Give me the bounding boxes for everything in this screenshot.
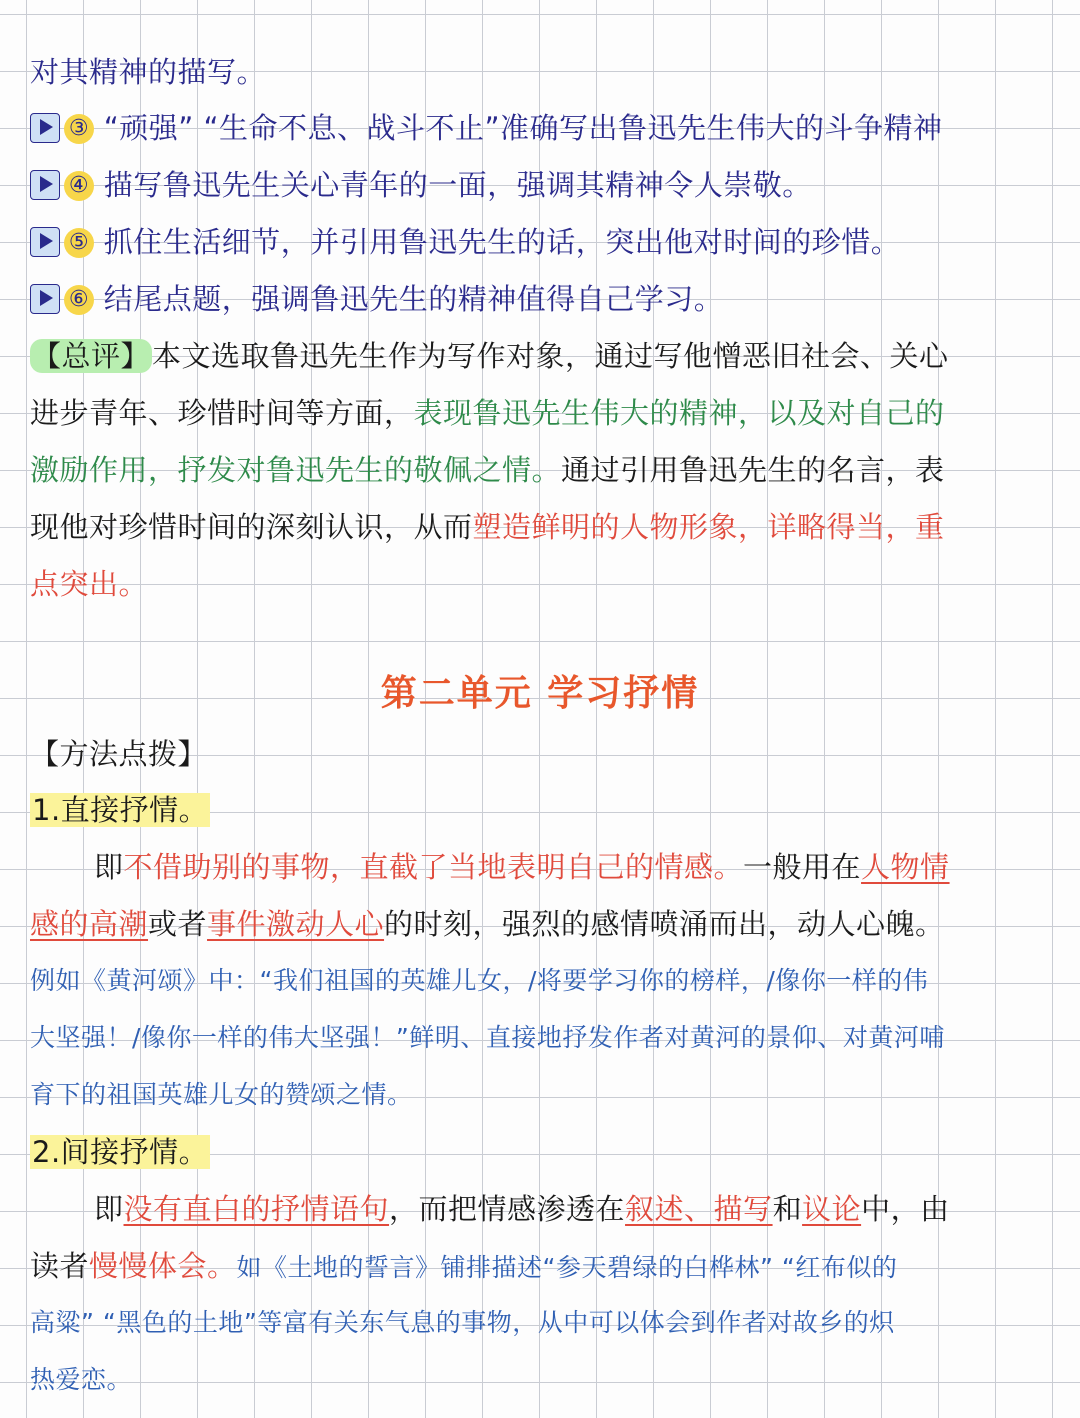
text: 进步青年、珍惜时间等方面， bbox=[30, 396, 414, 430]
text: 结尾点题，强调鲁迅先生的精神值得自己学习。 bbox=[103, 282, 724, 316]
highlight-text: 不借助别的事物，直截了当地表明自己的情感。 bbox=[123, 850, 744, 884]
list-item bbox=[30, 165, 1050, 205]
play-icon bbox=[30, 227, 60, 257]
text: 即 bbox=[94, 1192, 124, 1226]
text: 中，由 bbox=[861, 1192, 950, 1226]
list-item bbox=[30, 108, 1050, 148]
highlight-text: 塑造鲜明的人物形象，详略得当，重 bbox=[472, 510, 945, 544]
text: 一般用在 bbox=[743, 850, 862, 884]
text: 即 bbox=[94, 850, 124, 884]
number-badge: ⑤ bbox=[64, 228, 94, 258]
number-badge: ③ bbox=[64, 114, 94, 144]
review-line bbox=[30, 393, 1050, 433]
example-text: 例如《黄河颂》中：“我们祖国的英雄儿女，/将要学习你的榜样，/像你一样的伟 bbox=[30, 966, 929, 995]
number-badge: ④ bbox=[64, 171, 94, 201]
underlined-text: 没有直白的抒情语句 bbox=[123, 1192, 390, 1226]
text-line bbox=[30, 52, 1050, 92]
underlined-text: 人物情 bbox=[861, 850, 950, 884]
example-text: 如《土地的誓言》铺排描述“参天碧绿的白桦林” “红布似的 bbox=[236, 1253, 898, 1282]
section-title bbox=[30, 1132, 1050, 1172]
paragraph-line bbox=[30, 1189, 1080, 1229]
text: 对其精神的描写。 bbox=[30, 55, 267, 89]
play-icon bbox=[30, 113, 60, 143]
text: 描写鲁迅先生关心青年的一面，强调其精神令人崇敬。 bbox=[103, 168, 812, 202]
highlight-text: 激励作用，抒发对鲁迅先生的敬佩之情。 bbox=[30, 453, 562, 487]
example-text: 热爱恋。 bbox=[30, 1365, 133, 1394]
example-text: 高粱” “黑色的土地”等富有关东气息的事物，从中可以体会到作者对故乡的炽 bbox=[30, 1308, 895, 1337]
paragraph-line bbox=[30, 847, 1080, 887]
unit-heading: 第二单元 学习抒情 bbox=[380, 673, 700, 714]
review-line bbox=[30, 336, 1050, 376]
underlined-text: 事件激动人心 bbox=[207, 907, 385, 941]
review-line bbox=[30, 507, 1050, 547]
example-line bbox=[30, 1303, 1050, 1343]
example-text: 大坚强！/像你一样的伟大坚强！”鲜明、直接地抒发作者对黄河的景仰、对黄河哺 bbox=[30, 1023, 945, 1052]
example-line bbox=[30, 1075, 1050, 1115]
play-icon bbox=[30, 284, 60, 314]
direct-title: 1.直接抒情。 bbox=[32, 793, 209, 827]
method-tag-line bbox=[30, 734, 1050, 774]
text: 现他对珍惜时间的深刻认识，从而 bbox=[30, 510, 473, 544]
example-text: 育下的祖国英雄儿女的赞颂之情。 bbox=[30, 1080, 413, 1109]
underlined-text: 感的高潮 bbox=[30, 907, 149, 941]
text: 抓住生活细节，并引用鲁迅先生的话，突出他对时间的珍惜。 bbox=[103, 225, 901, 259]
review-line bbox=[30, 450, 1050, 490]
text: 读者 bbox=[30, 1249, 90, 1283]
play-icon bbox=[30, 170, 60, 200]
text: 的时刻，强烈的感情喷涌而出，动人心魄。 bbox=[384, 907, 945, 941]
text: 通过引用鲁迅先生的名言，表 bbox=[561, 453, 945, 487]
text: 或者 bbox=[148, 907, 208, 941]
paragraph-line bbox=[30, 1246, 1050, 1288]
example-line bbox=[30, 1018, 1050, 1058]
paragraph-line bbox=[30, 904, 1050, 944]
list-item bbox=[30, 222, 1050, 262]
underlined-text: 叙述、描写 bbox=[625, 1192, 773, 1226]
text: 本文选取鲁迅先生作为写作对象，通过写他憎恶旧社会、关心 bbox=[152, 339, 949, 373]
underlined-text: 议论 bbox=[802, 1192, 862, 1226]
list-item bbox=[30, 279, 1050, 319]
indirect-title: 2.间接抒情。 bbox=[32, 1135, 209, 1169]
text: 和 bbox=[772, 1192, 803, 1226]
text: “顽强” “生命不息、战斗不止”准确写出鲁迅先生伟大的斗争精神 bbox=[103, 111, 943, 145]
review-tag: 【总评】 bbox=[32, 339, 151, 373]
highlight-text: 点突出。 bbox=[30, 567, 149, 601]
highlight-text: 表现鲁迅先生伟大的精神，以及对自己的 bbox=[413, 396, 945, 430]
review-line bbox=[30, 564, 1050, 604]
highlight-text: 慢慢体会。 bbox=[89, 1249, 237, 1283]
example-line bbox=[30, 961, 1050, 1001]
example-line bbox=[30, 1360, 1050, 1400]
section-title bbox=[30, 790, 1050, 830]
text: ，而把情感渗透在 bbox=[389, 1192, 626, 1226]
method-tag: 【方法点拨】 bbox=[30, 737, 208, 771]
number-badge: ⑥ bbox=[64, 285, 94, 315]
